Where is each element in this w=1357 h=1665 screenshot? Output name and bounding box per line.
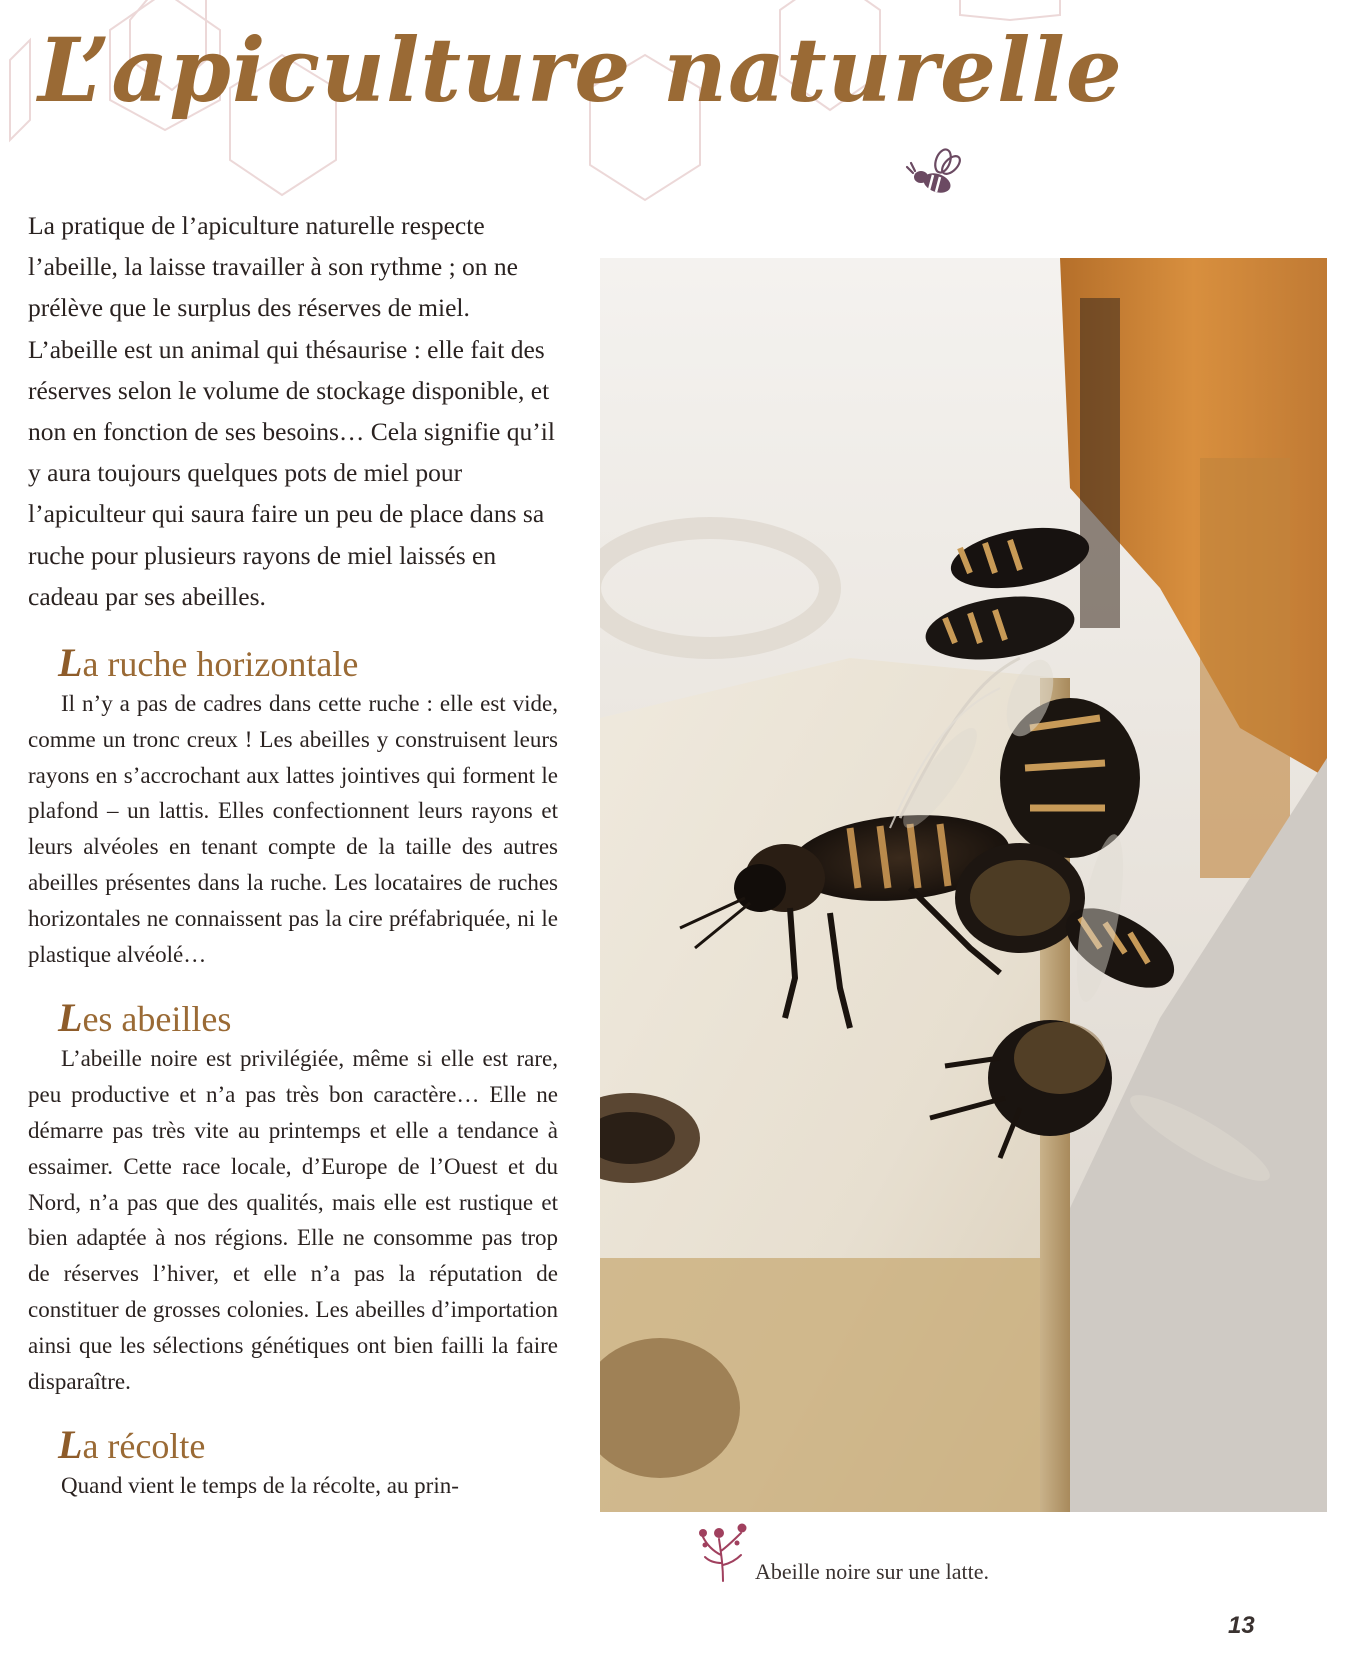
- photo-caption: Abeille noire sur une latte.: [755, 1559, 989, 1584]
- intro-paragraph: La pratique de l’apiculture naturelle respecte l’abeille, la laisse travailler à son rythme ; on ne prélève que le surplus des réserves de miel. L’abeille est un animal qui thésaurise : elle fait des réserves selon le volume de stockage disponible, et non en fonction de ses besoins… Cela signifie qu’il y aura toujours quelques pots de miel pour l’apiculteur qui saura faire un peu de place dans sa ruche pour plusieurs rayons de miel laissés en cadeau par ses abeilles.: [28, 211, 555, 611]
- section-heading-ruche: [28, 640, 558, 686]
- section-body-ruche: Il n’y a pas de cadres dans cette ruche : elle est vide, comme un tronc creux ! Les abeilles y construisent leurs rayons en s’accrochant aux lattes jointives qui forment le plafond – un lattis. Elles confectionnent leurs rayons et leurs alvéoles en tenant compte de la taille des autres abeilles présentes dans la ruche. Les locataires de ruches horizontales ne connaissent pas la cire préfabriquée, ni le plastique alvéolé…: [28, 691, 558, 967]
- section-heading-recolte: [28, 1422, 558, 1468]
- bee-icon: [905, 145, 965, 200]
- section-heading-text: es abeilles: [82, 999, 232, 1040]
- page-title: L’apiculture naturelle: [38, 18, 1123, 122]
- page-number: 13: [1228, 1612, 1255, 1639]
- section-heading-text: a récolte: [82, 1426, 206, 1467]
- drop-letter: L: [58, 1422, 83, 1468]
- section-body-recolte: Quand vient le temps de la récolte, au prin-: [61, 1473, 459, 1499]
- section-body-abeilles: L’abeille noire est privilégiée, même si elle est rare, peu productive et n’a pas très bon caractère… Elle ne démarre pas très vite au printemps et elle a tendance à essaimer. Cette race locale, d’Europe de l’Ouest et du Nord, n’a pas que des qualités, mais elle est rustique et bien adaptée à nos régions. Elle ne consomme pas trop de réserves l’hiver, et elle n’a pas la réputation de constituer de grosses colonies. Les abeilles d’importation ainsi que les sélections génétiques ont bien failli la faire disparaître.: [28, 1046, 558, 1394]
- article-text-column: [28, 205, 558, 1504]
- drop-letter: L: [58, 640, 83, 686]
- flower-sprig-icon: [697, 1515, 749, 1583]
- drop-letter: L: [58, 995, 83, 1041]
- section-heading-text: a ruche horizontale: [82, 644, 359, 685]
- bee-photo-illustration: [600, 258, 1327, 1512]
- bee-photo: [600, 258, 1327, 1512]
- section-heading-abeilles: [28, 995, 558, 1041]
